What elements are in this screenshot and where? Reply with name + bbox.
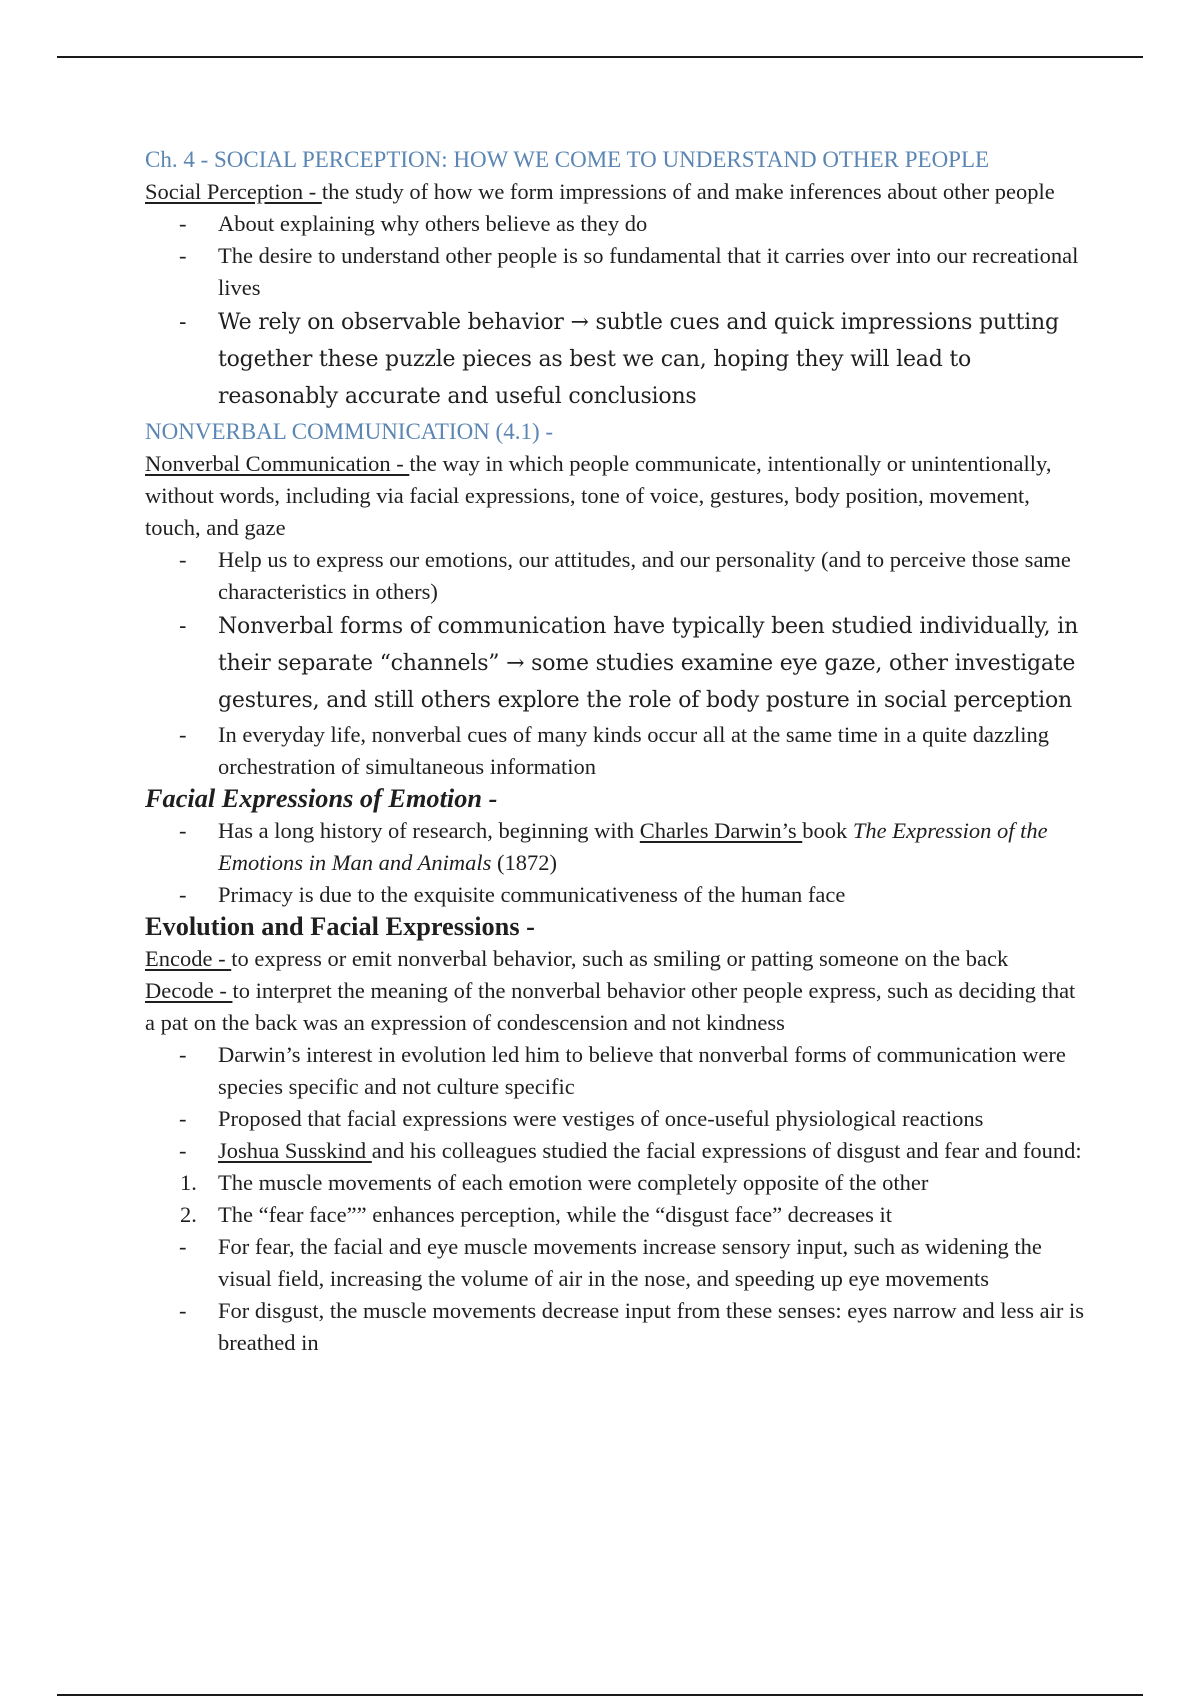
dash-marker: - bbox=[179, 1298, 187, 1323]
list-item bbox=[145, 1295, 1090, 1359]
list-item bbox=[145, 208, 1090, 240]
dash-marker: - bbox=[179, 1138, 187, 1163]
dash-marker: - bbox=[179, 882, 187, 907]
chapter-heading: Ch. 4 - SOCIAL PERCEPTION: HOW WE COME TO UNDERSTAND OTHER PEOPLE bbox=[145, 147, 990, 172]
dash-marker: - bbox=[179, 722, 187, 747]
list-item bbox=[145, 1135, 1090, 1167]
bottom-rule bbox=[57, 1694, 1143, 1696]
term-social-perception: Social Perception - bbox=[145, 179, 322, 204]
fear-disgust-bullets bbox=[145, 1231, 1090, 1359]
numbered-text: The “fear face”” enhances perception, while the “disgust face” decreases it bbox=[218, 1202, 892, 1227]
term-nonverbal-communication: Nonverbal Communication - bbox=[145, 451, 410, 476]
encode-definition bbox=[145, 943, 1090, 975]
bullet-text: About explaining why others believe as they do bbox=[218, 211, 648, 236]
list-item bbox=[145, 1167, 1090, 1199]
dash-marker: - bbox=[179, 310, 187, 335]
bullet-text: Help us to express our emotions, our attitudes, and our personality (and to perceive those same characteristics in others) bbox=[218, 547, 1071, 604]
susskind-findings bbox=[145, 1167, 1090, 1231]
number-marker: 1. bbox=[180, 1170, 197, 1195]
facial-expressions-bullets bbox=[145, 815, 1090, 911]
definition-text: the study of how we form impressions of and make inferences about other people bbox=[321, 179, 1055, 204]
document-body bbox=[145, 143, 1090, 1359]
dash-marker: - bbox=[179, 1106, 187, 1131]
nonverbal-bullets bbox=[145, 544, 1090, 783]
list-item bbox=[145, 1103, 1090, 1135]
bullet-text: We rely on observable behavior → subtle cues and quick impressions putting together these puzzle pieces as best we can, hoping they will lead to reasonably accurate and useful conclusions bbox=[218, 310, 1059, 409]
list-item bbox=[145, 608, 1090, 719]
dash-marker: - bbox=[179, 1042, 187, 1067]
bullet-text: and his colleagues studied the facial expressions of disgust and fear and found: bbox=[371, 1138, 1082, 1163]
list-item bbox=[145, 240, 1090, 304]
numbered-text: The muscle movements of each emotion were completely opposite of the other bbox=[218, 1170, 929, 1195]
list-item bbox=[145, 719, 1090, 783]
list-item bbox=[145, 879, 1090, 911]
decode-definition bbox=[145, 975, 1090, 1039]
definition-text: the way in which people communicate, intentionally or unintentionally, without words, including via facial expressions, tone of voice, gestures, body position, movement, touch, and gaze bbox=[145, 451, 1052, 540]
term-decode: Decode - bbox=[145, 978, 233, 1003]
susskind-name: Joshua Susskind bbox=[218, 1138, 372, 1163]
social-perception-definition bbox=[145, 176, 1090, 208]
facial-expressions-heading: Facial Expressions of Emotion - bbox=[145, 784, 498, 813]
nonverbal-heading: NONVERBAL COMMUNICATION (4.1) - bbox=[145, 419, 554, 444]
evolution-bullets bbox=[145, 1039, 1090, 1167]
dash-marker: - bbox=[179, 614, 187, 639]
bullet-text: book bbox=[802, 818, 853, 843]
book-title: The Expression of the Emotions in Man and Animals bbox=[218, 818, 1048, 875]
definition-text: to express or emit nonverbal behavior, such as smiling or patting someone on the back bbox=[231, 946, 1009, 971]
bullet-text: (1872) bbox=[491, 850, 557, 875]
definition-text: to interpret the meaning of the nonverbal behavior other people express, such as deciding that a pat on the back was an expression of condescension and not kindness bbox=[145, 978, 1076, 1035]
darwin-name: Charles Darwin’s bbox=[639, 818, 803, 843]
number-marker: 2. bbox=[180, 1202, 197, 1227]
bullet-text: In everyday life, nonverbal cues of many kinds occur all at the same time in a quite dazzling orchestration of simultaneous information bbox=[218, 722, 1049, 779]
dash-marker: - bbox=[179, 243, 187, 268]
bullet-text: Primacy is due to the exquisite communicativeness of the human face bbox=[218, 882, 846, 907]
bullet-text: Nonverbal forms of communication have typically been studied individually, in their separate “channels” → some studies examine eye gaze, other investigate gestures, and still others explore the role of body posture in social perception bbox=[218, 614, 1079, 713]
bullet-text: Has a long history of research, beginning with bbox=[218, 818, 640, 843]
bullet-text: The desire to understand other people is so fundamental that it carries over into our recreational lives bbox=[218, 243, 1079, 300]
list-item bbox=[145, 1231, 1090, 1295]
dash-marker: - bbox=[179, 818, 187, 843]
evolution-heading: Evolution and Facial Expressions - bbox=[145, 912, 535, 941]
bullet-text: Darwin’s interest in evolution led him to believe that nonverbal forms of communication were species specific and not culture specific bbox=[218, 1042, 1066, 1099]
bullet-text: For fear, the facial and eye muscle movements increase sensory input, such as widening the visual field, increasing the volume of air in the nose, and speeding up eye movements bbox=[218, 1234, 1042, 1291]
dash-marker: - bbox=[179, 211, 187, 236]
dash-marker: - bbox=[179, 547, 187, 572]
term-encode: Encode - bbox=[145, 946, 232, 971]
list-item bbox=[145, 1039, 1090, 1103]
dash-marker: - bbox=[179, 1234, 187, 1259]
list-item bbox=[145, 815, 1090, 879]
list-item bbox=[145, 1199, 1090, 1231]
nonverbal-definition bbox=[145, 448, 1090, 544]
social-perception-bullets bbox=[145, 208, 1090, 415]
list-item bbox=[145, 304, 1090, 415]
list-item bbox=[145, 544, 1090, 608]
bullet-text: Proposed that facial expressions were vestiges of once-useful physiological reactions bbox=[218, 1106, 984, 1131]
bullet-text: For disgust, the muscle movements decrease input from these senses: eyes narrow and less air is breathed in bbox=[218, 1298, 1085, 1355]
top-rule bbox=[57, 56, 1143, 58]
